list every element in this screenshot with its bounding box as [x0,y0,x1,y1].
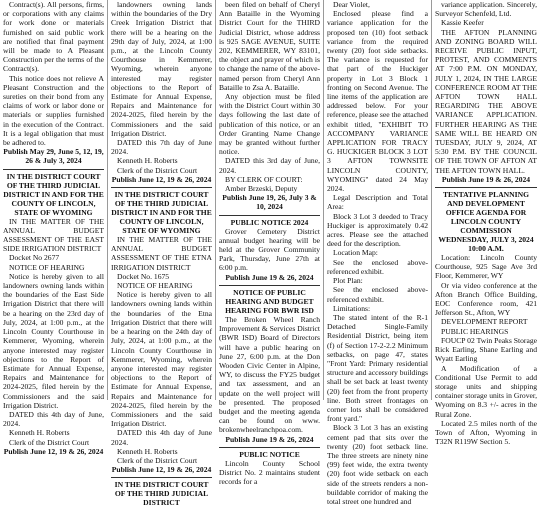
notice-paragraph: THE AFTON PLANNING AND ZONING BOARD WILL RECEIVE PUBLIC INPUT, PROTEST, AND COMMENTS AT 7:00 P.M. ON MONDAY, JULY 1, 2024, IN THE LARGE CONFERENCE ROOM AT THE AFTON TOWN HALL REGARDING THE ABOVE VARIANCE APPLICATION. FURTHER HEARING AS THE SAME WILL BE HEARD ON TUESDAY, JULY 9, 2024, AT 5:30 P.M. BY THE COUNCIL OF THE TOWN OF AFTON AT THE AFTON TOWN HALL. [435,27,537,175]
notice-divider [219,447,320,448]
notice-paragraph: Notice is hereby given to all landowners owning lands within the boundaries of the East Side Irrigation District that there will be a hearing on the 23rd day of July, 2024, at 1:00 p.m., at the Lincoln County Courthouse in Kemmerer, Wyoming, wherein anyone interested may register objections to the Report of Estimate for Annual Expense, Repairs and Maintenance for 2024-2025, filed herein by the Commissioners and the said Irrigation District. [3,271,104,410]
notice-paragraph: DATED this 4th day of June, 2024. [3,409,104,429]
notice-paragraph: Kenneth H. Roberts [117,446,178,456]
notice-divider [219,215,320,216]
notice-paragraph: Kenneth H. Roberts [117,156,178,166]
notice-paragraph: The Broken Wheel Ranch Improvement & Services District (BWR ISD) Board of Directors will have a public hearing on June 27, 6:00 p.m. at the Don Wooden Civic Center in Alpine, WY, to discuss the FY25 budget and tax assessment, and an update on the well project will be presented. The proposed budget and the meeting agenda can be found on www. brokenwheelranchpoa.com. [219,314,321,435]
column-4 [324,0,432,506]
notice-heading: PUBLIC NOTICE 2024 [230,217,309,227]
notice-paragraph: Located 2.5 miles north of the Town of Afton, Wyoming in T32N R119W Section 5. [435,418,537,447]
notice-paragraph: Lincoln County School District No. 2 maintains student records for a [219,458,320,487]
column-5 [432,0,540,447]
notice-divider [111,477,212,478]
notice-paragraph: IN THE MATTER OF THE ANNUAL BUDGET ASSESSMENT OF THE EAST SIDE IRRIGATION DISTRICT [3,216,104,254]
column-2 [108,0,216,507]
notice-paragraph: Location: Lincoln County Courthouse, 925 Sage Ave 3rd Floor, Kemmerer, WY [435,253,537,281]
notice-paragraph: Any objection must be filed with the District Court within 30 days following the last date of publication of this notice, or an Order Granting Name Change may be granted without further notice. [219,92,320,157]
notice-paragraph: Notice is hereby given to all landowners owning lands within the boundaries of the Etna Irrigation District that there will be a hearing on the 24th day of July, 2024, at 1:00 p.m., at the Lincoln County Courthouse in Kemmerer, Wyoming, wherein anyone interested may register objections to the Report of Estimate for Annual Expense, Repairs and Maintenance for 2024-2025, filed herein by the Commissioners and the said Irrigation District. [111,290,212,429]
publish-dates: Publish June 12, 19 & 26, 2024 [111,174,212,184]
notice-divider [111,187,212,188]
notice-heading: PUBLIC NOTICE [239,449,300,459]
notice-paragraph: The stated intent of the R-1 Detached Single-Family Residential District, being item (f) of Section 17-2-2.2 Minimum setbacks, on page 47, states "Front Yard: Primary residential structure and accessory buildings shall be set back at least twenty (20) feet from the front property line. Both street frontages on corner lots shall be considered front yard." [327,312,429,424]
notice-paragraph: FOUCP 02 Twin Peaks Storage Rick Earling, Shane Earling and Wyatt Earling [435,335,537,364]
notice-heading: NOTICE OF PUBLIC HEARING AND BUDGET HEARING FOR BWR ISD [225,287,314,315]
notice-divider [219,285,320,286]
notice-paragraph: Plot Plan: [333,276,363,286]
notice-heading: TENTATIVE PLANNING AND DEVELOPMENT OFFICE AGENDA FOR LINCOLN COUNTY COMMISSION WEDNESDAY, JULY 3, 2024 10:00 A.M. [438,190,534,254]
notice-paragraph: variance application. Sincerely, Surveyor Schenfeld, Ltd. [435,0,537,19]
notice-paragraph: Dear Violet, [333,0,370,9]
notice-paragraph: Limitations: [333,303,371,313]
notice-paragraph: A Modification of a Conditional Use Permit to add storage units and shipping container storage units in Grover, Wyoming on 8.3 +/- acres in the Rural Zone. [435,363,537,419]
notice-paragraph: Enclosed please find a variance application for the proposed ten (10) foot setback variance from the required twenty (20) foot side setbacks. The variance is requested for that part of the Huckiger property in Lot 3 Block 1 fronting on Second Avenue. The line items of the application are addressed below. For your reference, please see the attached exhibit titled, "EXHIBIT TO ACCOMPANY VARIANCE APPLICATION FOR TRACY G. HUCKIGER BLOCK 3 LOT 3 AFTON TOWNSITE LINCOLN COUNTY, WYOMING" dated 24 May 2024. [327,9,428,194]
notice-paragraph: BY CLERK OF COURT: [225,174,303,184]
notice-paragraph: Clerk of the District Court [9,437,90,447]
notice-divider [435,187,537,188]
notice-paragraph: landowners owning lands within the boundaries of the Dry Creek Irrigation District that there will be a hearing on the 29th day of July, 2024, at 1:00 p.m., at the Lincoln County Courthouse in Kemmerer, Wyoming, wherein anyone interested may register objections to the Report of Estimate for Annual Expense, Repairs and Maintenance for 2024-2025, filed herein by the Commissioners and the said Irrigation District. [111,0,212,138]
publish-dates: Publish June 12, 19 & 26, 2024 [111,465,212,475]
notice-paragraph: DATED this 3rd day of June, 2024. [219,156,320,175]
notice-paragraph: Block 3 Lot 3 has an existing cement pad that sits over the twenty (20) foot setback line. The three streets are ninety nine (99) feet wide, the extra twenty (20) foot wide setback on each side of the streets renders a non-buildable corridor of making the total street one hundred and [327,423,428,506]
notice-paragraph: Kenneth H. Roberts [9,428,70,438]
column-1 [0,0,108,456]
publish-dates: Publish June 19 & 26, 2024 [441,174,531,184]
notice-heading: IN THE DISTRICT COURT OF THE THIRD JUDICIAL DISTRICT IN AND FOR THE COUNTY OF LINCOLN, STATE OF WYOMING [3,171,104,217]
notice-paragraph: DATED this 4th day of June 2024. [111,428,212,447]
notice-paragraph: been filed on behalf of Cheryl Ann Bataille in the Wyoming District Court for the THIRD Judicial District, whose address is 925 SAGE AVENUE, SUITE 202, KEMMERER, WY 83101, the object and prayer of which is to change the name of the above-named person from Cheryl Ann Bataille to Zsa A. Bataille. [219,0,320,92]
notice-paragraph: DATED this 7th day of June 2024. [111,138,212,157]
notice-paragraph: Kassie Keefer [441,18,484,28]
notice-paragraph: This notice does not relieve A Pleasant Construction and the sureties on their bond from any claims of work or labor done or materials or supplies furnished in the execution of the Contract. It is a legal obligation that must be adhered to. [3,73,104,148]
notice-paragraph: Contract(s). All persons, firms, or corporations with any claims for work done or materials furnished on said public work are notified that final payment will be made to A Pleasant Construction per the terms of the Contract(s). [3,0,104,74]
publish-dates: Publish June 12, 19 & 26, 2024 [3,446,104,456]
notice-paragraph: Legal Description and Total Area: [327,193,428,212]
column-3 [216,0,324,487]
notice-paragraph: PUBLIC HEARINGS [441,326,509,336]
publish-dates: Publish May 29, June 5, 12, 19, 26 & July 3, 2024 [3,147,104,166]
notice-heading: IN THE DISTRICT COURT OF THE THIRD JUDICIAL DISTRICT IN AND FOR THE COUNTY OF LINCOLN, STATE OF WYOMING [111,190,212,236]
notice-paragraph: See the enclosed above-referenced exhibit. [327,257,428,276]
notice-paragraph: NOTICE OF HEARING [9,262,85,272]
notice-paragraph: Clerk of the District Court [117,165,198,175]
notice-paragraph: Or via video conference at the Afton Branch Office Building, EOC Conference room, 421 Jefferson St., Afton, WY [435,280,537,318]
notice-paragraph: Location Map: [333,248,378,258]
notice-paragraph: Clerk of the District Court [117,455,198,465]
notice-paragraph: Amber Brzeski, Deputy [225,184,298,194]
notice-paragraph: Docket No 2677 [9,253,60,263]
notice-paragraph: See the enclosed above-referenced exhibit. [327,285,428,304]
notice-paragraph: NOTICE OF HEARING [117,281,193,291]
notice-paragraph: Grover Cemetery District annual budget hearing will be held at the Grover Community Park, Thursday, June 27th at 6:00 p.m. [219,226,320,273]
publish-dates: Publish June 19, 26, July 3 & 10, 2024 [222,193,317,212]
notice-paragraph: Docket No. 1675 [117,271,170,281]
notice-divider [3,169,104,170]
notice-paragraph: IN THE MATTER OF THE ANNUAL BUDGET ASSESSMENT OF THE ETNA IRRIGATION DISTRICT [111,235,212,272]
notice-heading: IN THE DISTRICT COURT OF THE THIRD JUDICIAL DISTRICT [114,480,209,507]
publish-dates: Publish June 19 & 26, 2024 [225,272,314,282]
notice-paragraph: DEVELOPMENT REPORT [441,317,528,327]
notice-paragraph: Block 3 Lot 3 deeded to Tracy Huckiger is approximately 0.42 acres. Please see the attached deed for the description. [327,211,428,249]
publish-dates: Publish June 19 & 26, 2024 [225,434,314,444]
